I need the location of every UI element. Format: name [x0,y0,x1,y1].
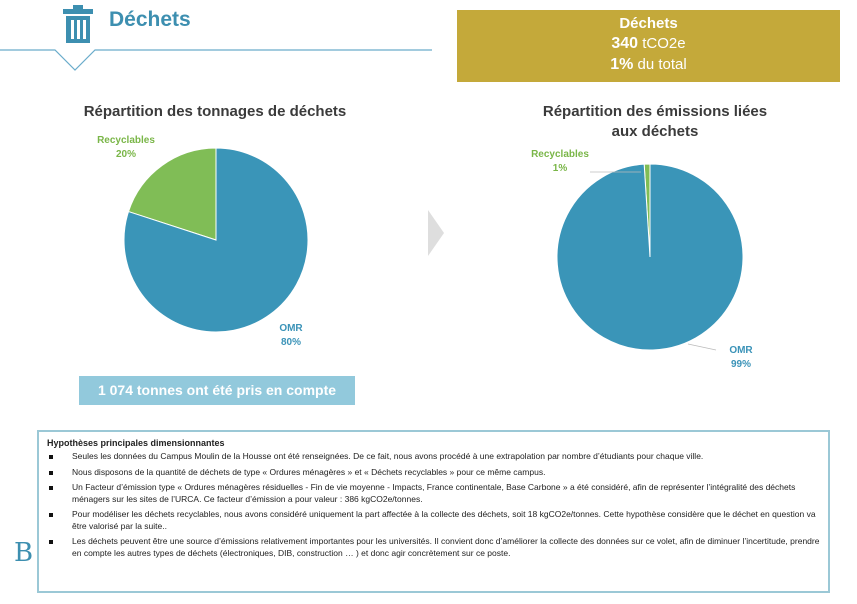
hypothesis-item [47,451,820,463]
kpi-share: 1% [610,56,634,73]
right-leader-omr [688,344,716,350]
page-title: Déchets [109,8,191,31]
right-label-omr-name: OMR [729,345,753,356]
logo: B [14,538,34,568]
left-label-omr-name: OMR [279,323,303,334]
hypotheses-box [37,430,830,593]
kpi-unit: tCO2e [642,35,686,52]
bullet-icon [49,513,53,517]
chevron-right-icon [428,210,444,256]
hypothesis-text: Pour modéliser les déchets recyclables, nous avons considéré uniquement la part affectée à la collecte des déchets, soit 18 kgCO2e/tonnes. Cette hypothèse considère que le déchet en question va être valorisé par la suite.. [72,509,816,531]
bullet-icon [49,540,53,544]
left-label-recyclables-value: 20% [115,149,136,160]
kpi-share-suffix: du total [637,56,687,73]
hypotheses-title: Hypothèses principales dimensionnantes [47,438,225,448]
right-chart-title-line1: Répartition des émissions liées [542,103,768,120]
right-label-recyclables-value: 1% [552,163,568,174]
right-chart-title-line2: aux déchets [611,123,699,140]
left-chart-title: Répartition des tonnages de déchets [83,103,347,120]
hypothesis-text: Nous disposons de la quantité de déchets de type « Ordures ménagères » et « Déchets recyclables » pour ce même campus. [72,466,546,477]
right-label-recyclables-name: Recyclables [531,149,589,160]
hypothesis-item [47,536,820,559]
left-label-omr-value: 80% [280,337,301,348]
hypothesis-text: Un Facteur d’émission type « Ordures ménagères résiduelles - Fin de vie moyenne - Impacts, France continentale, Base Carbone » a été considéré, afin de représenter l’intégralité des déchets ménagers sur les sites de l’URCA. Ce facteur d’émission a pour valeur : 386 kgCO2e/tonnes. [72,482,796,504]
hypothesis-item [47,482,820,505]
right-label-omr [718,344,764,372]
left-label-recyclables [88,134,164,162]
tonnage-count-box: 1 074 tonnes ont été pris en compte [79,376,355,405]
right-label-recyclables [522,148,598,176]
kpi-value: 340 [611,35,639,52]
left-label-omr [268,322,314,350]
hypothesis-item [47,467,820,479]
left-label-recyclables-name: Recyclables [97,135,155,146]
bullet-icon [49,471,53,475]
hypothesis-text: Seules les données du Campus Moulin de la Housse ont été renseignées. De ce fait, nous avons procédé à une extrapolation par nombre d’étudiants pour chaque ville. [72,451,704,461]
right-pie-slice-omr [557,164,743,350]
hypothesis-text: Les déchets peuvent être une source d’émissions relativement importantes pour les universités. Il convient donc d’améliorer la collecte des données sur ce volet, afin de diminuer l’incertitude, prendre en compte les autres types de déchets (électroniques, DIB, construction … ) et donc agir concrètement sur ce poste. [72,536,820,558]
right-label-omr-value: 99% [730,359,751,370]
kpi-title: Déchets [619,15,678,32]
bullet-icon [49,486,53,490]
bullet-icon [49,455,53,459]
hypothesis-item [47,509,820,532]
